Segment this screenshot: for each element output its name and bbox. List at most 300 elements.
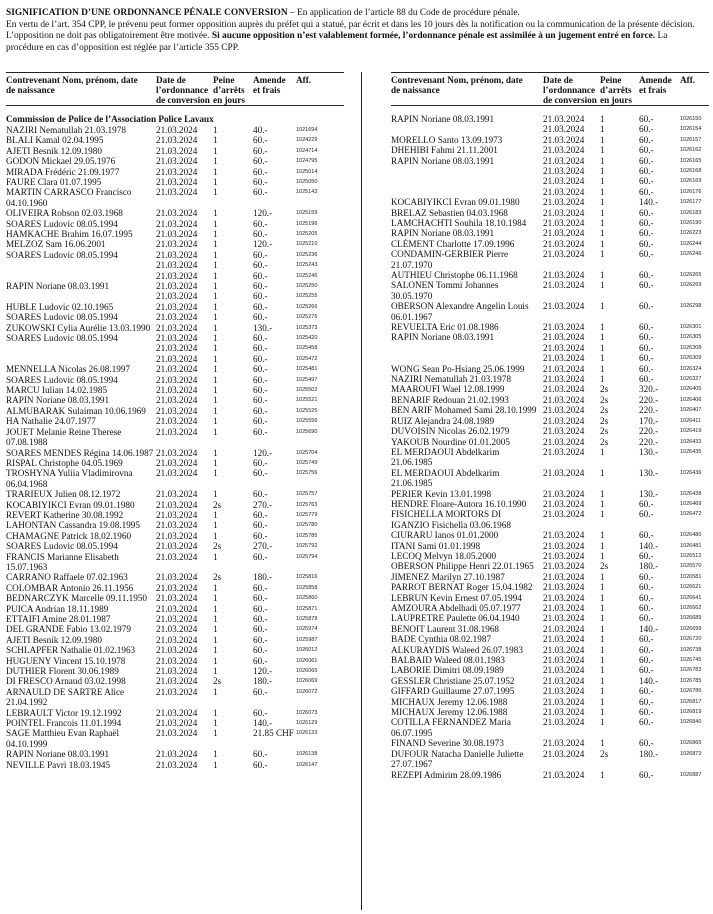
peine-arrets: 1 xyxy=(600,228,605,239)
table-row xyxy=(6,666,344,676)
ordonnance-date: 21.03.2024 xyxy=(543,124,585,135)
affaire-number: 1026183 xyxy=(680,209,702,216)
peine-arrets: 1 xyxy=(213,405,218,416)
affaire-number: 1025420 xyxy=(296,335,318,342)
amende-frais: 270.- xyxy=(253,541,273,552)
peine-arrets: 1 xyxy=(600,280,605,291)
affaire-number: 1025458 xyxy=(296,345,318,352)
amende-frais: 60.- xyxy=(639,114,654,124)
peine-arrets: 1 xyxy=(600,342,605,353)
amende-frais: 60.- xyxy=(639,322,654,333)
affaire-number: 1026641 xyxy=(680,594,702,601)
affaire-number: 1026308 xyxy=(680,344,702,351)
table-row xyxy=(391,135,709,145)
table-row xyxy=(391,280,709,301)
ordonnance-date: 21.03.2024 xyxy=(156,676,198,687)
ordonnance-date: 21.03.2024 xyxy=(543,405,585,416)
notice-title-line xyxy=(6,8,706,20)
header-amende: Amende et frais xyxy=(639,75,672,95)
amende-frais: 180.- xyxy=(253,572,273,583)
peine-arrets: 1 xyxy=(600,540,605,551)
ordonnance-date: 21.03.2024 xyxy=(543,353,585,364)
peine-arrets: 1 xyxy=(600,707,605,718)
amende-frais: 60.- xyxy=(639,270,654,281)
contrevenant-name: SOARES Ludovic 08.05.1994 xyxy=(6,374,118,385)
affaire-number: 1026406 xyxy=(680,396,702,403)
ordonnance-date: 21.03.2024 xyxy=(156,718,198,729)
amende-frais: 60.- xyxy=(253,177,268,188)
amende-frais: 130.- xyxy=(253,322,273,333)
table-row xyxy=(6,156,344,166)
contrevenant-name: RAPIN Noriane 08.03.1991 xyxy=(391,155,495,166)
peine-arrets: 1 xyxy=(600,665,605,676)
affaire-number: 1026162 xyxy=(680,147,702,154)
affaire-number: 1025756 xyxy=(296,470,318,477)
ordonnance-date: 21.03.2024 xyxy=(156,125,198,135)
table-row xyxy=(6,593,344,603)
table-row xyxy=(6,635,344,645)
table-row xyxy=(6,614,344,624)
amende-frais: 220.- xyxy=(639,405,659,416)
table-row xyxy=(391,374,709,384)
amende-frais: 120.- xyxy=(253,239,273,250)
amende-frais: 60.- xyxy=(639,498,654,509)
ordonnance-date: 21.03.2024 xyxy=(156,520,198,531)
amende-frais: 60.- xyxy=(639,353,654,364)
affaire-number: 1026407 xyxy=(680,407,702,414)
amende-frais: 60.- xyxy=(253,457,268,468)
peine-arrets: 1 xyxy=(600,197,605,208)
amende-frais: 60.- xyxy=(253,353,268,364)
ordonnance-date: 21.03.2024 xyxy=(543,613,585,624)
contrevenant-name: GESSLER Christiane 25.07.1952 xyxy=(391,675,515,686)
peine-arrets: 1 xyxy=(600,176,605,187)
amende-frais: 60.- xyxy=(639,228,654,239)
table-row xyxy=(391,655,709,665)
peine-arrets: 1 xyxy=(213,156,218,167)
amende-frais: 140.- xyxy=(639,540,659,551)
table-row xyxy=(6,572,344,582)
ordonnance-date: 21.03.2024 xyxy=(543,696,585,707)
amende-frais: 60.- xyxy=(253,489,268,500)
amende-frais: 60.- xyxy=(639,665,654,676)
peine-arrets: 1 xyxy=(600,644,605,655)
affaire-number: 1025878 xyxy=(296,616,318,623)
ordonnance-date: 21.03.2024 xyxy=(543,707,585,718)
amende-frais: 140.- xyxy=(639,197,659,208)
contrevenant-name: FRANCIS Marianne Elisabeth 15.07.1963 xyxy=(6,551,119,572)
affaire-number: 1026436 xyxy=(680,469,702,476)
peine-arrets: 1 xyxy=(213,125,218,135)
header-peine: Peine d’arrêts en jours xyxy=(213,75,245,105)
contrevenant-name: MAAROUFI Wael 12.08.1999 xyxy=(391,384,505,395)
amende-frais: 60.- xyxy=(253,395,268,406)
amende-frais: 120.- xyxy=(253,666,273,677)
contrevenant-name: LAMCHACHTI Souhila 18.10.1984 xyxy=(391,218,527,229)
peine-arrets: 1 xyxy=(600,353,605,364)
affaire-number: 1025196 xyxy=(296,220,318,227)
amende-frais: 60.- xyxy=(639,644,654,655)
table-row xyxy=(6,448,344,458)
table-row xyxy=(391,145,709,155)
table-row xyxy=(391,770,709,780)
ordonnance-date: 21.03.2024 xyxy=(156,156,198,167)
contrevenant-name: DUTHIER Florent 30.06.1989 xyxy=(6,666,119,677)
table-row xyxy=(391,603,709,613)
amende-frais: 60.- xyxy=(639,134,654,145)
contrevenant-name: SOARES Ludovic 08.05.1994 xyxy=(6,249,118,260)
affaire-number: 1026061 xyxy=(296,657,318,664)
contrevenant-name: YAKOUB Nourdine 01.01.2005 xyxy=(391,436,510,447)
affaire-number: 1025497 xyxy=(296,376,318,383)
affaire-number: 1026405 xyxy=(680,386,702,393)
affaire-number: 1026168 xyxy=(680,168,702,174)
peine-arrets: 1 xyxy=(213,187,218,198)
amende-frais: 40.- xyxy=(253,125,268,135)
affaire-number: 1021694 xyxy=(296,127,318,133)
ordonnance-date: 21.03.2024 xyxy=(543,114,585,124)
peine-arrets: 1 xyxy=(600,634,605,645)
amende-frais: 60.- xyxy=(253,166,268,177)
left-rows xyxy=(6,125,344,770)
amende-frais: 60.- xyxy=(639,176,654,187)
table-row xyxy=(391,218,709,228)
contrevenant-name: MICHAUX Jeremy 12.06.1988 xyxy=(391,707,508,718)
peine-arrets: 1 xyxy=(213,281,218,292)
ordonnance-date: 21.03.2024 xyxy=(156,281,198,292)
contrevenant-name: MARTIN CARRASCO Francisco 04.10.1960 xyxy=(6,187,132,208)
amende-frais: 220.- xyxy=(639,426,659,437)
peine-arrets: 1 xyxy=(600,592,605,603)
table-row xyxy=(391,156,709,198)
contrevenant-name: RUIZ Alejandra 24.08.1989 xyxy=(391,415,495,426)
table-row xyxy=(391,749,709,770)
contrevenant-name: MENNELLA Nicolas 26.08.1997 xyxy=(6,364,131,375)
amende-frais: 60.- xyxy=(253,249,268,260)
peine-arrets: 1 xyxy=(213,593,218,604)
contrevenant-name: RAPIN Noriane 08.03.1991 xyxy=(6,281,110,292)
contrevenant-name: DUVOISIN Nicolas 26.02.1979 xyxy=(391,426,510,437)
ordonnance-date: 21.03.2024 xyxy=(156,364,198,375)
amende-frais: 60.- xyxy=(253,614,268,625)
table-row xyxy=(391,197,709,207)
affaire-number: 1026265 xyxy=(680,272,702,279)
ordonnance-date: 21.03.2024 xyxy=(543,509,585,520)
amende-frais: 60.- xyxy=(639,603,654,614)
contrevenant-name: EL MERDAOUI Abdelkarim 21.06.1985 xyxy=(391,446,500,468)
ordonnance-date: 21.03.2024 xyxy=(543,769,585,780)
peine-arrets: 1 xyxy=(600,249,605,260)
contrevenant-name: DEL GRANDE Fabio 13.02.1979 xyxy=(6,624,131,635)
affaire-number: 1026817 xyxy=(680,698,702,705)
amende-frais: 60.- xyxy=(253,749,268,760)
table-row xyxy=(6,520,344,530)
contrevenant-name: BALBAID Waleed 08.01.1983 xyxy=(391,655,505,666)
table-row xyxy=(6,687,344,708)
ordonnance-date: 21.03.2024 xyxy=(156,759,198,770)
contrevenant-name: RISPAL Christophe 04.05.1969 xyxy=(6,457,123,468)
affaire-number: 1025858 xyxy=(296,584,318,591)
affaire-number: 1026012 xyxy=(296,647,318,654)
peine-arrets: 2s xyxy=(600,415,609,426)
amende-frais: 60.- xyxy=(253,645,268,656)
table-row xyxy=(391,322,709,332)
contrevenant-name: RAPIN Noriane 08.03.1991 xyxy=(391,228,495,239)
table-row xyxy=(6,676,344,686)
peine-arrets: 1 xyxy=(600,332,605,343)
contrevenant-name: SCHLAPFER Nathalie 01.02.1963 xyxy=(6,645,136,656)
contrevenant-name: SOARES Ludovic 08.05.1994 xyxy=(6,541,118,552)
ordonnance-date: 21.03.2024 xyxy=(156,218,198,229)
ordonnance-date: 21.03.2024 xyxy=(156,707,198,718)
amende-frais: 60.- xyxy=(253,707,268,718)
peine-arrets: 1 xyxy=(213,634,218,645)
peine-arrets: 1 xyxy=(213,166,218,177)
contrevenant-name: DHEHIBI Fahmi 21.11.2001 xyxy=(391,145,498,156)
peine-arrets: 1 xyxy=(600,696,605,707)
ordonnance-date: 21.03.2024 xyxy=(156,208,198,219)
ordonnance-date: 21.03.2024 xyxy=(543,623,585,634)
peine-arrets: 1 xyxy=(213,416,218,427)
ordonnance-date: 21.03.2024 xyxy=(156,353,198,364)
ordonnance-date: 21.03.2024 xyxy=(543,415,585,426)
peine-arrets: 2s xyxy=(600,426,609,437)
notice-body-a: En vertu de l’art. 354 CPP, le prévenu peut former opposition auprès du préfet qui a statué, par écrit et dans les 10 jours dès la notification ou la communication de la présente décision. L’opposition ne doit pas obligatoirement être motivée. xyxy=(6,19,695,42)
affaire-number: 1026570 xyxy=(680,563,702,570)
contrevenant-name: BEN ARIF Mohamed Sami 28.10.1999 xyxy=(391,405,537,416)
contrevenant-name: COLOMBAR Antonio 26.11.1956 xyxy=(6,582,134,593)
peine-arrets: 2s xyxy=(600,748,609,759)
amende-frais: 60.- xyxy=(639,592,654,603)
amende-frais: 60.- xyxy=(253,135,268,146)
contrevenant-name: REVERT Katherine 30.08.1992 xyxy=(6,509,124,520)
table-row xyxy=(391,114,709,135)
amende-frais: 60.- xyxy=(639,238,654,249)
contrevenant-name: TROSHYNA Yuliia Vladimirovna 06.04.1968 xyxy=(6,468,133,489)
ordonnance-date: 21.03.2024 xyxy=(156,686,198,697)
ordonnance-date: 21.03.2024 xyxy=(543,238,585,249)
table-row xyxy=(6,219,344,229)
amende-frais: 60.- xyxy=(253,145,268,156)
table-row xyxy=(6,458,344,468)
affaire-number: 1026745 xyxy=(680,657,702,664)
table-row xyxy=(6,333,344,364)
amende-frais: 60.- xyxy=(253,333,268,344)
amende-frais: 60.- xyxy=(639,342,654,353)
peine-arrets: 2s xyxy=(600,394,609,405)
affaire-number: 1026689 xyxy=(680,615,702,622)
ordonnance-date: 21.03.2024 xyxy=(156,135,198,146)
affaire-number: 1025236 xyxy=(296,251,318,258)
ordonnance-date: 21.03.2024 xyxy=(543,738,585,749)
affaire-number: 1026129 xyxy=(296,720,318,727)
amende-frais: 60.- xyxy=(253,582,268,593)
table-row xyxy=(6,146,344,156)
peine-arrets: 2s xyxy=(600,561,609,572)
peine-arrets: 1 xyxy=(600,498,605,509)
peine-arrets: 1 xyxy=(213,530,218,541)
contrevenant-name: BRELAZ Sebastien 04.03.1968 xyxy=(391,207,508,218)
contrevenant-name: PARROT BERNAT Roger 15.04.1982 xyxy=(391,582,533,593)
peine-arrets: 1 xyxy=(600,145,605,156)
table-row xyxy=(391,686,709,696)
ordonnance-date: 21.03.2024 xyxy=(156,509,198,520)
affaire-number: 1026138 xyxy=(296,751,318,758)
table-row xyxy=(6,281,344,302)
ordonnance-date: 21.03.2024 xyxy=(156,270,198,281)
table-row xyxy=(391,437,709,447)
table-row xyxy=(391,499,709,509)
peine-arrets: 1 xyxy=(213,260,218,271)
ordonnance-date: 21.03.2024 xyxy=(156,395,198,406)
amende-frais: 60.- xyxy=(253,218,268,229)
contrevenant-name: BENOIT Laurent 31.08.1968 xyxy=(391,623,500,634)
peine-arrets: 2s xyxy=(600,405,609,416)
peine-arrets: 1 xyxy=(213,239,218,250)
amende-frais: 60.- xyxy=(253,686,268,697)
affaire-number: 1026481 xyxy=(680,542,702,549)
amende-frais: 60.- xyxy=(253,291,268,302)
contrevenant-name: SOARES MENDES Régina 14.06.1987 xyxy=(6,447,154,458)
peine-arrets: 1 xyxy=(600,114,605,124)
ordonnance-date: 21.03.2024 xyxy=(156,728,198,739)
peine-arrets: 1 xyxy=(213,374,218,385)
ordonnance-date: 21.03.2024 xyxy=(543,665,585,676)
affaire-number: 1025704 xyxy=(296,449,318,456)
amende-frais: 120.- xyxy=(253,447,273,458)
affaire-number: 1025255 xyxy=(296,293,318,300)
ordonnance-date: 21.03.2024 xyxy=(156,145,198,156)
amende-frais: 60.- xyxy=(253,301,268,312)
amende-frais: 60.- xyxy=(639,634,654,645)
peine-arrets: 1 xyxy=(600,550,605,561)
affaire-number: 1026157 xyxy=(680,136,702,143)
ordonnance-date: 21.03.2024 xyxy=(156,593,198,604)
affaire-number: 1026269 xyxy=(680,282,702,289)
contrevenant-name: BENARIF Redouan 21.02.1993 xyxy=(391,394,509,405)
table-row xyxy=(391,239,709,249)
amende-frais: 180.- xyxy=(639,748,659,759)
affaire-number: 1026150 xyxy=(680,116,702,122)
peine-arrets: 2s xyxy=(213,541,222,552)
contrevenant-name: KOCABIYIKCI Evran 09.01.1980 xyxy=(391,197,520,208)
amende-frais: 140.- xyxy=(639,623,659,634)
ordonnance-date: 21.03.2024 xyxy=(543,332,585,343)
contrevenant-name: ZUKOWSKI Cylia Aurélie 13.03.1990 xyxy=(6,322,151,333)
amende-frais: 60.- xyxy=(639,374,654,385)
affaire-number: 1026512 xyxy=(680,552,702,559)
contrevenant-name: FINAND Severine 30.08.1973 xyxy=(391,738,504,749)
affaire-number: 1026738 xyxy=(680,646,702,653)
peine-arrets: 1 xyxy=(600,270,605,281)
contrevenant-name: LEBRUN Kevin Ernest 07.05.1994 xyxy=(391,592,522,603)
affaire-number: 1025502 xyxy=(296,387,318,394)
affaire-number: 1024714 xyxy=(296,147,318,154)
table-row xyxy=(391,509,709,530)
amende-frais: 270.- xyxy=(253,499,273,510)
contrevenant-name: KOCABIYIKCI Evran 09.01.1980 xyxy=(6,499,135,510)
table-row xyxy=(6,645,344,655)
peine-arrets: 1 xyxy=(213,489,218,500)
amende-frais: 60.- xyxy=(253,426,268,437)
ordonnance-date: 21.03.2024 xyxy=(543,655,585,666)
table-row xyxy=(391,384,709,394)
ordonnance-date: 21.03.2024 xyxy=(156,582,198,593)
peine-arrets: 1 xyxy=(600,582,605,593)
ordonnance-date: 21.03.2024 xyxy=(156,634,198,645)
contrevenant-name: GODON Mickael 29.05.1976 xyxy=(6,156,116,167)
peine-arrets: 1 xyxy=(213,468,218,479)
table-row xyxy=(391,624,709,634)
ordonnance-date: 21.03.2024 xyxy=(543,498,585,509)
table-row xyxy=(6,749,344,759)
affaire-number: 1026190 xyxy=(680,220,702,227)
table-row xyxy=(6,312,344,322)
ordonnance-date: 21.03.2024 xyxy=(156,260,198,271)
table-row xyxy=(6,323,344,333)
contrevenant-name: ARNAULD DE SARTRE Alice 21.04.1992 xyxy=(6,686,125,708)
header-date: Date de l’ordonnance de conversion xyxy=(156,75,210,105)
contrevenant-name: ITANI Sami 01.01.1998 xyxy=(391,540,481,551)
ordonnance-date: 21.03.2024 xyxy=(543,446,585,457)
table-row xyxy=(6,125,344,135)
table-row xyxy=(391,364,709,374)
ordonnance-date: 21.03.2024 xyxy=(543,467,585,478)
table-row xyxy=(391,249,709,270)
contrevenant-name: NAZIRI Nematullah 21.03.1978 xyxy=(391,374,511,385)
amende-frais: 60.- xyxy=(253,187,268,198)
affaire-number: 1026469 xyxy=(680,500,702,507)
ordonnance-date: 21.03.2024 xyxy=(543,145,585,156)
contrevenant-name: SOARES Ludovic 08.05.1994 xyxy=(6,218,118,229)
affaire-number: 1024229 xyxy=(296,137,318,144)
affaire-number: 1026324 xyxy=(680,365,702,372)
peine-arrets: 2s xyxy=(600,436,609,447)
affaire-number: 1026069 xyxy=(296,678,318,685)
affaire-number: 1026783 xyxy=(680,667,702,674)
contrevenant-name: TRARIEUX Julien 08.12.1972 xyxy=(6,489,121,500)
ordonnance-date: 21.03.2024 xyxy=(156,468,198,479)
contrevenant-name: OLIVEIRA Robson 02.03.1968 xyxy=(6,208,123,219)
contrevenant-name: AUTHIEU Christophe 06.11.1968 xyxy=(391,270,518,281)
contrevenant-name: AJETI Besnik 12.09.1980 xyxy=(6,634,102,645)
ordonnance-date: 21.03.2024 xyxy=(543,561,585,572)
table-row xyxy=(391,572,709,582)
amende-frais: 220.- xyxy=(639,394,659,405)
affaire-number: 1025757 xyxy=(296,491,318,498)
ordonnance-date: 21.03.2024 xyxy=(543,176,585,187)
affaire-number: 1025250 xyxy=(296,283,318,290)
peine-arrets: 1 xyxy=(600,686,605,697)
ordonnance-date: 21.03.2024 xyxy=(543,644,585,655)
amende-frais: 60.- xyxy=(253,364,268,375)
affaire-number: 1026298 xyxy=(680,303,702,310)
peine-arrets: 1 xyxy=(213,728,218,739)
peine-arrets: 2s xyxy=(213,499,222,510)
affaire-number: 1026435 xyxy=(680,448,702,455)
affaire-number: 1026840 xyxy=(680,719,702,726)
peine-arrets: 1 xyxy=(213,426,218,437)
peine-arrets: 1 xyxy=(213,520,218,531)
contrevenant-name: OBERSON Philippe Henri 22.01.1965 xyxy=(391,561,534,572)
table-row xyxy=(6,239,344,249)
amende-frais: 60.- xyxy=(639,655,654,666)
amende-frais: 60.- xyxy=(639,332,654,343)
amende-frais: 60.- xyxy=(253,270,268,281)
table-row xyxy=(391,738,709,748)
contrevenant-name: REVUELTA Eric 01.08.1986 xyxy=(391,322,499,333)
amende-frais: 60.- xyxy=(639,717,654,728)
